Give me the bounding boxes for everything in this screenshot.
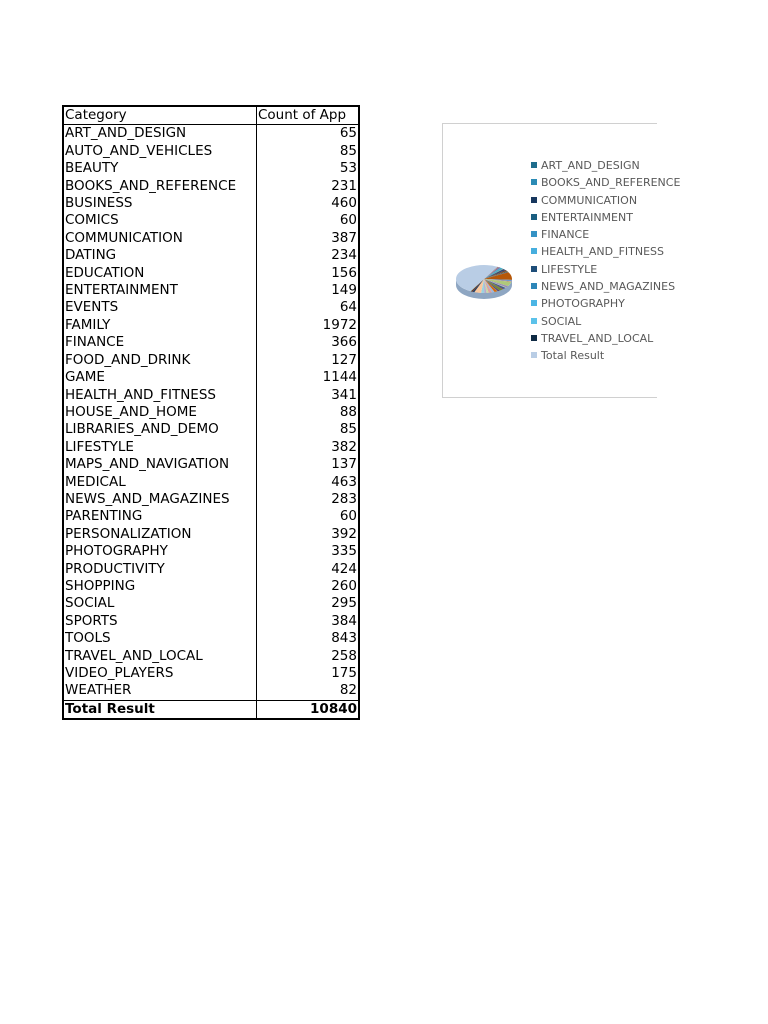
category-cell[interactable]: NEWS_AND_MAGAZINES bbox=[63, 491, 257, 508]
pivot-table bbox=[62, 105, 360, 720]
count-cell[interactable]: 60 bbox=[339, 212, 357, 229]
category-cell[interactable]: LIFESTYLE bbox=[63, 439, 257, 456]
count-cell[interactable]: 127 bbox=[331, 351, 357, 368]
count-cell[interactable]: 53 bbox=[339, 160, 357, 177]
count-cell[interactable]: 149 bbox=[331, 282, 357, 299]
legend-label: HEALTH_AND_FITNESS bbox=[541, 245, 665, 259]
category-cell[interactable]: BEAUTY bbox=[63, 160, 257, 177]
table-row bbox=[63, 143, 359, 160]
legend-label: LIFESTYLE bbox=[541, 262, 598, 276]
category-cell[interactable]: EVENTS bbox=[63, 299, 257, 316]
legend-swatch bbox=[531, 214, 537, 220]
category-cell[interactable]: GAME bbox=[63, 369, 257, 386]
pie-chart[interactable] bbox=[442, 123, 681, 398]
legend-entry bbox=[531, 347, 680, 364]
category-cell[interactable]: FOOD_AND_DRINK bbox=[63, 352, 257, 369]
legend-entry bbox=[531, 192, 680, 209]
table-row bbox=[63, 265, 359, 282]
count-cell[interactable]: 156 bbox=[331, 264, 357, 281]
table-row bbox=[63, 456, 359, 473]
category-cell[interactable]: WEATHER bbox=[63, 682, 257, 700]
legend-swatch bbox=[531, 283, 537, 289]
count-cell[interactable]: 460 bbox=[331, 195, 357, 212]
count-cell[interactable]: 260 bbox=[331, 577, 357, 594]
category-cell[interactable]: SPORTS bbox=[63, 613, 257, 630]
table-row bbox=[63, 317, 359, 334]
legend-entry bbox=[531, 295, 680, 312]
count-cell[interactable]: 258 bbox=[331, 647, 357, 664]
legend-label: PHOTOGRAPHY bbox=[541, 297, 625, 311]
category-cell[interactable]: ART_AND_DESIGN bbox=[63, 125, 257, 143]
count-cell[interactable]: 387 bbox=[331, 229, 357, 246]
table-row bbox=[63, 334, 359, 351]
legend-label: TRAVEL_AND_LOCAL bbox=[541, 331, 654, 345]
legend-label: Total Result bbox=[541, 349, 605, 363]
category-cell[interactable]: TOOLS bbox=[63, 630, 257, 647]
table-row bbox=[63, 282, 359, 299]
legend-entry bbox=[531, 330, 680, 347]
table-row bbox=[63, 439, 359, 456]
category-cell[interactable]: AUTO_AND_VEHICLES bbox=[63, 143, 257, 160]
category-cell[interactable]: DATING bbox=[63, 247, 257, 264]
legend-entry bbox=[531, 278, 680, 295]
header-row bbox=[63, 106, 359, 125]
table-row bbox=[63, 369, 359, 386]
count-cell[interactable]: 1972 bbox=[322, 316, 357, 333]
table-row bbox=[63, 421, 359, 438]
count-cell[interactable]: 85 bbox=[339, 421, 357, 438]
category-cell[interactable]: FINANCE bbox=[63, 334, 257, 351]
count-cell[interactable]: 843 bbox=[331, 630, 357, 647]
table-row bbox=[63, 508, 359, 525]
legend-label: SOCIAL bbox=[541, 314, 582, 328]
count-cell[interactable]: 234 bbox=[331, 247, 357, 264]
table-row bbox=[63, 543, 359, 560]
table-row bbox=[63, 491, 359, 508]
count-cell[interactable]: 463 bbox=[331, 473, 357, 490]
count-cell[interactable]: 384 bbox=[331, 612, 357, 629]
count-cell[interactable]: 60 bbox=[339, 508, 357, 525]
category-cell[interactable]: MAPS_AND_NAVIGATION bbox=[63, 456, 257, 473]
table-row bbox=[63, 195, 359, 212]
legend-label: ART_AND_DESIGN bbox=[541, 159, 640, 172]
legend-swatch bbox=[531, 179, 537, 185]
table-row bbox=[63, 299, 359, 316]
legend-swatch bbox=[531, 248, 537, 254]
table-row bbox=[63, 665, 359, 682]
count-cell[interactable]: 175 bbox=[331, 665, 357, 681]
table-row bbox=[63, 561, 359, 578]
category-cell[interactable]: PRODUCTIVITY bbox=[63, 561, 257, 578]
category-cell[interactable]: SOCIAL bbox=[63, 595, 257, 612]
table-row bbox=[63, 595, 359, 612]
category-cell[interactable]: PARENTING bbox=[63, 508, 257, 525]
category-cell[interactable]: LIBRARIES_AND_DEMO bbox=[63, 421, 257, 438]
table-body bbox=[63, 125, 359, 700]
legend-swatch bbox=[531, 335, 537, 341]
chart-legend bbox=[531, 157, 680, 365]
legend-label: FINANCE bbox=[541, 228, 590, 242]
count-cell[interactable]: 392 bbox=[331, 525, 357, 542]
count-cell[interactable]: 82 bbox=[339, 682, 357, 699]
category-cell[interactable]: ENTERTAINMENT bbox=[63, 282, 257, 299]
legend-label: ENTERTAINMENT bbox=[541, 210, 633, 224]
legend-entry bbox=[531, 243, 680, 260]
legend-label: BOOKS_AND_REFERENCE bbox=[541, 176, 681, 190]
pie-plot bbox=[455, 262, 519, 302]
legend-entry bbox=[531, 261, 680, 278]
count-cell[interactable]: 64 bbox=[339, 299, 357, 316]
table-row bbox=[63, 125, 359, 143]
total-row bbox=[63, 700, 359, 719]
count-cell[interactable]: 424 bbox=[331, 560, 357, 577]
category-cell[interactable]: FAMILY bbox=[63, 317, 257, 334]
legend-entry bbox=[531, 209, 680, 226]
table-row bbox=[63, 352, 359, 369]
category-cell[interactable]: VIDEO_PLAYERS bbox=[63, 665, 257, 682]
category-cell[interactable]: HEALTH_AND_FITNESS bbox=[63, 387, 257, 404]
category-cell[interactable]: COMMUNICATION bbox=[63, 230, 257, 247]
count-cell[interactable]: 88 bbox=[339, 403, 357, 420]
legend-label: NEWS_AND_MAGAZINES bbox=[541, 280, 676, 294]
count-cell[interactable]: 295 bbox=[331, 595, 357, 612]
legend-swatch bbox=[531, 300, 537, 306]
legend-swatch bbox=[531, 162, 537, 168]
count-cell[interactable]: 335 bbox=[331, 543, 357, 560]
category-cell[interactable]: MEDICAL bbox=[63, 474, 257, 491]
table-row bbox=[63, 212, 359, 229]
table-row bbox=[63, 682, 359, 700]
table-row bbox=[63, 630, 359, 647]
table-row bbox=[63, 526, 359, 543]
category-cell[interactable]: SHOPPING bbox=[63, 578, 257, 595]
category-cell[interactable]: EDUCATION bbox=[63, 265, 257, 282]
legend-swatch bbox=[531, 231, 537, 237]
legend-swatch bbox=[531, 197, 537, 203]
table-row bbox=[63, 178, 359, 195]
count-cell[interactable]: 283 bbox=[331, 490, 357, 507]
count-cell[interactable]: 366 bbox=[331, 334, 357, 351]
total-count[interactable]: 10840 bbox=[257, 700, 360, 719]
table-row bbox=[63, 247, 359, 264]
category-cell[interactable]: COMICS bbox=[63, 212, 257, 229]
category-cell[interactable]: PHOTOGRAPHY bbox=[63, 543, 257, 560]
total-label[interactable]: Total Result bbox=[63, 700, 257, 719]
legend-entry bbox=[531, 313, 680, 330]
table-row bbox=[63, 648, 359, 665]
legend-entry bbox=[531, 226, 680, 243]
legend-entry bbox=[531, 157, 680, 174]
table-row bbox=[63, 578, 359, 595]
legend-swatch bbox=[531, 352, 537, 358]
count-cell[interactable]: 341 bbox=[331, 386, 357, 403]
header-category[interactable]: Category bbox=[63, 106, 257, 125]
category-cell[interactable]: BOOKS_AND_REFERENCE bbox=[63, 178, 257, 195]
legend-swatch bbox=[531, 266, 537, 272]
table-row bbox=[63, 230, 359, 247]
legend-label: COMMUNICATION bbox=[541, 193, 638, 207]
count-cell[interactable]: 382 bbox=[331, 438, 357, 455]
count-cell[interactable]: 137 bbox=[331, 456, 357, 473]
table-row bbox=[63, 474, 359, 491]
header-count[interactable]: Count of App bbox=[257, 106, 360, 125]
table-row bbox=[63, 387, 359, 404]
category-cell[interactable]: BUSINESS bbox=[63, 195, 257, 212]
count-cell[interactable]: 231 bbox=[331, 177, 357, 194]
count-cell[interactable]: 65 bbox=[339, 125, 357, 142]
count-cell[interactable]: 1144 bbox=[322, 369, 357, 386]
table-row bbox=[63, 613, 359, 630]
category-cell[interactable]: HOUSE_AND_HOME bbox=[63, 404, 257, 421]
table-row bbox=[63, 160, 359, 177]
category-cell[interactable]: TRAVEL_AND_LOCAL bbox=[63, 648, 257, 665]
legend-swatch bbox=[531, 318, 537, 324]
table-row bbox=[63, 404, 359, 421]
category-cell[interactable]: PERSONALIZATION bbox=[63, 526, 257, 543]
legend-entry bbox=[531, 174, 680, 191]
count-cell[interactable]: 85 bbox=[339, 142, 357, 159]
